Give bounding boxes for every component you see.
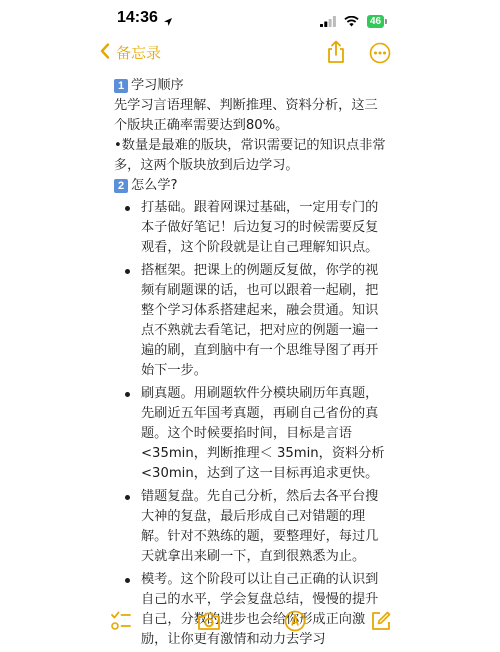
more-button[interactable] (369, 42, 391, 68)
bottom-toolbar (0, 608, 500, 636)
bullet-line: 自己的水平，学会复盘总结，慢慢的提升 (141, 592, 379, 607)
bullet-line: 本子做好笔记！后边复习的时候需要反复 (141, 220, 379, 235)
section-heading (114, 76, 398, 96)
bullet-item (114, 261, 398, 381)
share-button[interactable] (326, 40, 346, 68)
bullet-item (114, 198, 398, 258)
bullet-line: <30min，达到了这一目标再追求更快。 (141, 466, 379, 481)
more-icon (369, 49, 391, 68)
bullet-line: 搭框架。把课上的例题反复做，你学的视 (141, 263, 379, 278)
bullet-line: 模考。这个阶段可以让自己正确的认识到 (141, 572, 379, 587)
bullet-line: 点不熟就去看笔记，把对应的例题一遍一 (141, 323, 379, 338)
battery-level: 46 (367, 15, 384, 28)
bullet-line: 刷真题。用刷题软件分模块刷历年真题， (141, 386, 379, 401)
signal-icon (320, 12, 336, 31)
bullet-line: 自己，分数的进步也会给你形成正向激 (141, 612, 366, 627)
section-title: 学习顺序 (131, 78, 184, 93)
note-line: 多，这两个版块放到后边学习。 (114, 158, 299, 173)
section-heading (114, 176, 398, 196)
bullet-line: 打基础。跟着网课过基础，一定用专门的 (141, 200, 379, 215)
bullet-line: 天就拿出来刷一下，直到很熟悉为止。 (141, 549, 366, 564)
markup-pen-icon (284, 617, 306, 636)
bullet-line: 观看，这个阶段就是让自己理解知识点。 (141, 240, 379, 255)
bullet-line: 始下一步。 (141, 363, 207, 378)
camera-icon (197, 617, 221, 636)
note-body[interactable] (114, 76, 398, 652)
nav-bar (0, 40, 500, 70)
chevron-left-icon (100, 43, 110, 63)
bullet-line: 频有刷题课的话，也可以跟着一起刷，把 (141, 283, 379, 298)
bullet-line: 解。针对不熟练的题，要整理好，每过几 (141, 529, 379, 544)
bullet-list (114, 198, 398, 650)
bullet-item (114, 384, 398, 484)
compose-button[interactable] (370, 610, 392, 636)
bullet-line: 先刷近五年国考真题，再刷自己省份的真 (141, 406, 379, 421)
location-arrow-icon (163, 12, 173, 31)
bullet-line: 整个学习体系搭建起来，融会贯通。知识 (141, 303, 379, 318)
bullet-line: 励，让你更有激情和动力去学习 (141, 632, 326, 647)
bullet-line: 题。这个时候要掐时间，目标是言语 (141, 426, 352, 441)
note-line: 先学习言语理解、判断推理、资料分析，这三 (114, 98, 378, 113)
camera-button[interactable] (197, 610, 221, 636)
bullet-line: <35min，判断推理＜ 35min，资料分析 (141, 446, 385, 461)
bullet-item (114, 487, 398, 567)
compose-icon (370, 617, 392, 636)
markup-button[interactable] (284, 610, 306, 636)
number-two-badge-icon: 2 (114, 179, 128, 193)
back-label: 备忘录 (116, 44, 162, 62)
battery-icon (367, 15, 387, 28)
checklist-button[interactable] (110, 610, 132, 636)
note-line: 个版块正确率需要达到80%。 (114, 118, 289, 133)
status-indicators (320, 12, 387, 31)
section-title: 怎么学? (131, 178, 178, 193)
bullet-line: 错题复盘。先自己分析，然后去各平台搜 (141, 489, 379, 504)
checklist-icon (110, 617, 132, 636)
number-one-badge-icon: 1 (114, 79, 128, 93)
bullet-line: 遍的刷，直到脑中有一个思维导图了再开 (141, 343, 379, 358)
note-line: •数量是最难的版块，常识需要记的知识点非常 (114, 138, 386, 153)
share-icon (326, 49, 346, 68)
back-button[interactable] (100, 42, 161, 63)
status-time: 14:36 (117, 9, 158, 26)
wifi-icon (344, 12, 359, 31)
status-bar (0, 0, 500, 36)
bullet-line: 大神的复盘，最后形成自己对错题的理 (141, 509, 366, 524)
